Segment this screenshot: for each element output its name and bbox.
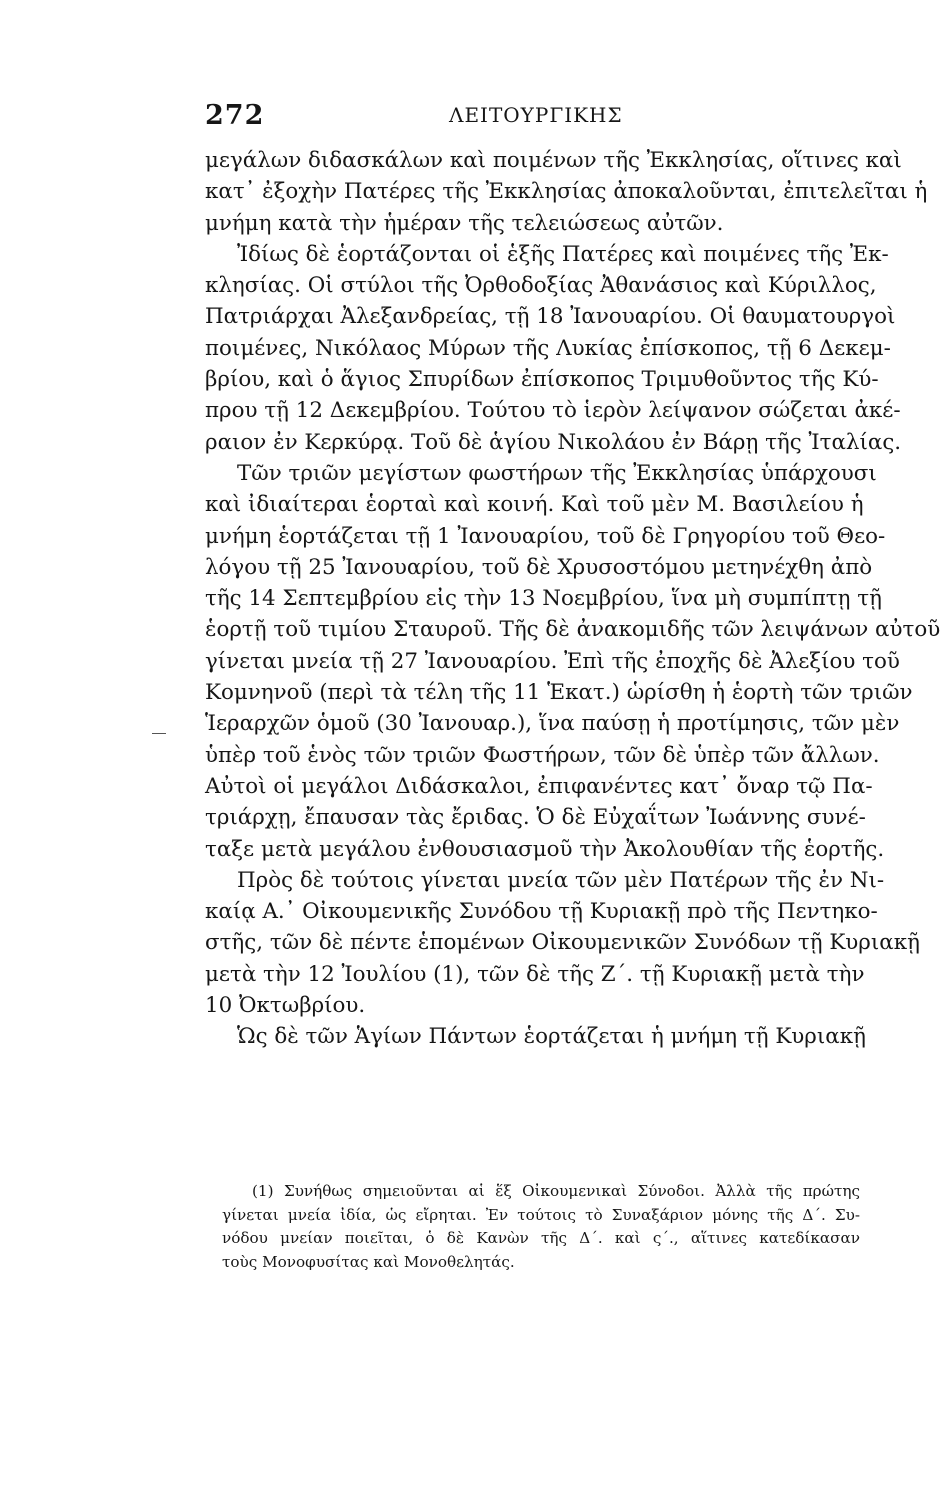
text-line: Αὐτοὶ οἱ μεγάλοι Διδάσκαλοι, ἐπιφανέντες κατ᾽ ὄναρ τῷ Πα- (205, 773, 873, 799)
text-line: μετὰ τὴν 12 Ἰουλίου (1), τῶν δὲ τῆς Ζ΄. τῇ Κυριακῇ μετὰ τὴν (205, 961, 865, 987)
text-line: Κομνηνοῦ (περὶ τὰ τέλη τῆς 11 Ἑκατ.) ὡρίσθη ἡ ἑορτὴ τῶν τριῶν (205, 680, 913, 706)
text-line: ραιον ἐν Κερκύρᾳ. Τοῦ δὲ ἁγίου Νικολάου ἐν Βάρῃ τῆς Ἰταλίας. (205, 429, 902, 455)
text-line: ἑορτῇ τοῦ τιμίου Σταυροῦ. Τῆς δὲ ἀνακομιδῆς τῶν λειψάνων αὐτοῦ (205, 617, 940, 643)
text-line: καὶ ἰδιαίτεραι ἑορταὶ καὶ κοινή. Καὶ τοῦ μὲν Μ. Βασιλείου ἡ (205, 492, 864, 518)
running-title: ΛΕΙΤΟΥΡΓΙΚΗΣ (449, 103, 623, 127)
text-line: μνήμη κατὰ τὴν ἡμέραν τῆς τελειώσεως αὐτῶν. (205, 210, 724, 236)
footnote-line: (1) Συνήθως σημειοῦνται αἱ ἕξ Οἰκουμενικαὶ Σύνοδοι. Ἀλλὰ τῆς πρώτης (252, 1182, 860, 1200)
text-line: λόγου τῇ 25 Ἰανουαρίου, τοῦ δὲ Χρυσοστόμου μετηνέχθη ἀπὸ (205, 554, 873, 580)
text-line: ὑπὲρ τοῦ ἑνὸς τῶν τριῶν Φωστήρων, τῶν δὲ ὑπὲρ τῶν ἄλλων. (205, 742, 880, 768)
text-line: Τῶν τριῶν μεγίστων φωστήρων τῆς Ἐκκλησίας ὑπάρχουσι (237, 460, 877, 486)
text-line: μεγάλων διδασκάλων καὶ ποιμένων τῆς Ἐκκλησίας, οἵτινες καὶ (205, 148, 902, 173)
footnote (222, 1180, 860, 1274)
main-text (205, 145, 940, 1053)
text-line: Ὡς δὲ τῶν Ἁγίων Πάντων ἑορτάζεται ἡ μνήμη τῇ Κυριακῇ (237, 1024, 866, 1050)
text-line: τριάρχῃ, ἔπαυσαν τὰς ἔριδας. Ὁ δὲ Εὐχαΐτων Ἰωάννης συνέ- (205, 805, 866, 831)
footnote-line: γίνεται μνεία ἰδία, ὡς εἴρηται. Ἐν τούτοις τὸ Συναξάριον μόνης τῆς Δ΄. Συ- (222, 1205, 860, 1224)
page-header (205, 100, 860, 132)
text-line: Πρὸς δὲ τούτοις γίνεται μνεία τῶν μὲν Πατέρων τῆς ἐν Νι- (237, 867, 885, 893)
text-line: στῆς, τῶν δὲ πέντε ἑπομένων Οἰκουμενικῶν Συνόδων τῇ Κυριακῇ (205, 930, 920, 956)
text-line: 10 Ὀκτωβρίου. (205, 993, 366, 1019)
margin-mark (152, 733, 166, 734)
text-line: κλησίας. Οἱ στύλοι τῆς Ὀρθοδοξίας Ἀθανάσιος καὶ Κύριλλος, (205, 273, 877, 299)
text-line: ποιμένες, Νικόλαος Μύρων τῆς Λυκίας ἐπίσκοπος, τῇ 6 Δεκεμ- (205, 335, 891, 361)
text-line: Ἱεραρχῶν ὁμοῦ (30 Ἰανουαρ.), ἵνα παύσῃ ἡ προτίμησις, τῶν μὲν (205, 711, 900, 737)
text-line: Ἰδίως δὲ ἑορτάζονται οἱ ἑξῆς Πατέρες καὶ ποιμένες τῆς Ἐκ- (237, 241, 889, 267)
text-line: τῆς 14 Σεπτεμβρίου εἰς τὴν 13 Νοεμβρίου, ἵνα μὴ συμπίπτῃ τῇ (205, 586, 882, 612)
text-line: πρου τῇ 12 Δεκεμβρίου. Τούτου τὸ ἱερὸν λείψανον σώζεται ἀκέ- (205, 398, 901, 424)
text-line: καίᾳ Α.᾽ Οἰκουμενικῆς Συνόδου τῇ Κυριακῇ πρὸ τῆς Πεντηκο- (205, 899, 878, 925)
text-line: γίνεται μνεία τῇ 27 Ἰανουαρίου. Ἐπὶ τῆς ἐποχῆς δὲ Ἀλεξίου τοῦ (205, 648, 900, 674)
text-line: ταξε μετὰ μεγάλου ἐνθουσιασμοῦ τὴν Ἀκολουθίαν τῆς ἑορτῆς. (205, 836, 885, 862)
footnote-line: τοὺς Μονοφυσίτας καὶ Μονοθελητάς. (222, 1252, 515, 1271)
text-line: βρίου, καὶ ὁ ἅγιος Σπυρίδων ἐπίσκοπος Τριμυθοῦντος τῆς Κύ- (205, 367, 879, 393)
text-line: κατ᾽ ἐξοχὴν Πατέρες τῆς Ἐκκλησίας ἀποκαλοῦνται, ἐπιτελεῖται ἡ (205, 179, 928, 205)
footnote-line: νόδου μνείαν ποιεῖται, ὁ δὲ Κανὼν τῆς Δ΄. καὶ ς΄., αἵτινες κατεδίκασαν (222, 1229, 860, 1247)
text-line: Πατριάρχαι Ἀλεξανδρείας, τῇ 18 Ἰανουαρίου. Οἱ θαυματουργοὶ (205, 304, 896, 330)
text-line: μνήμη ἑορτάζεται τῇ 1 Ἰανουαρίου, τοῦ δὲ Γρηγορίου τοῦ Θεο- (205, 523, 886, 549)
page-number: 272 (205, 100, 265, 131)
